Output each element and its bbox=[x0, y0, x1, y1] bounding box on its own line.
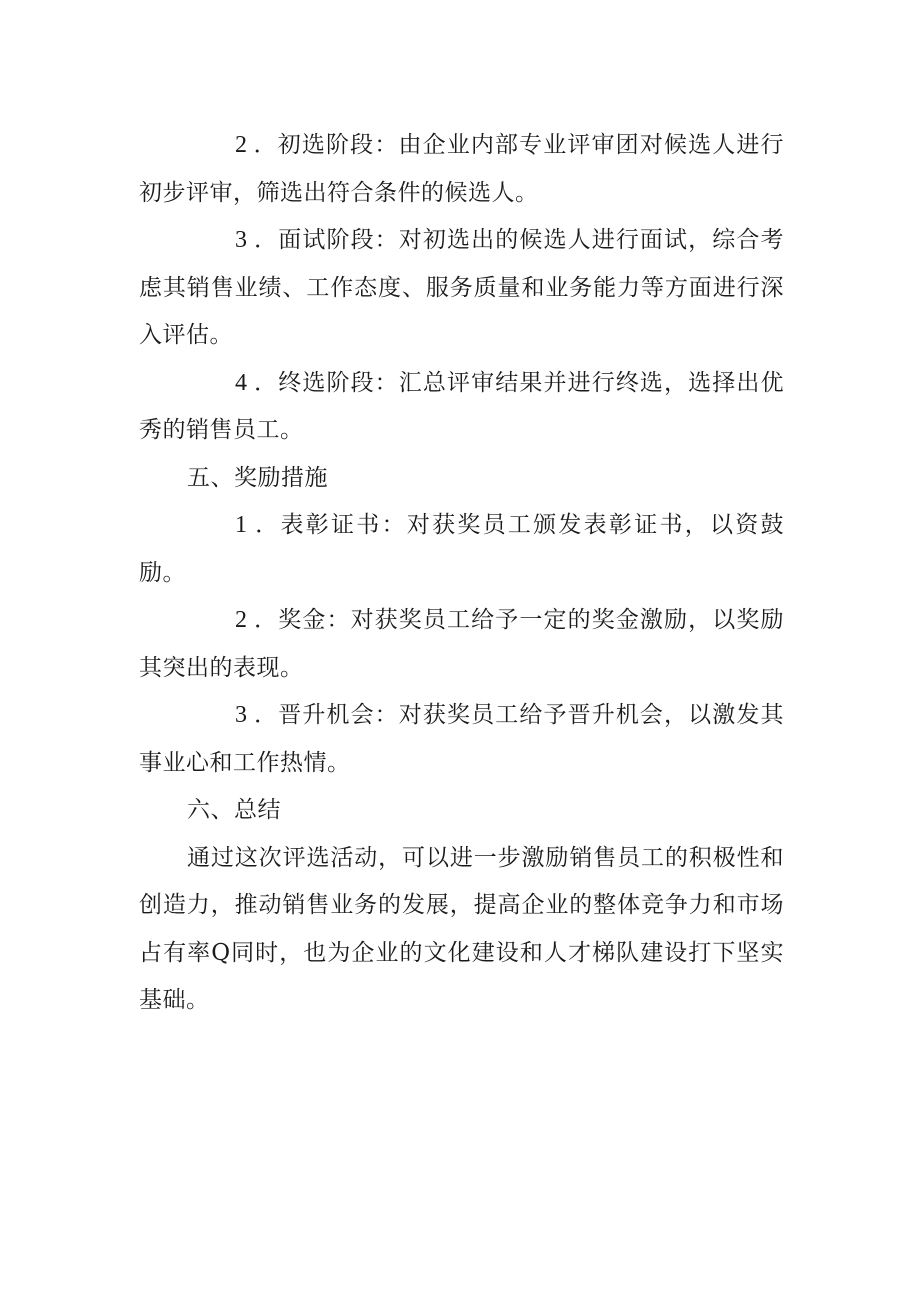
paragraph-text: ．终选阶段：汇总评审结果并进行终选，选择出优秀的销售员工。 bbox=[139, 369, 784, 443]
item-number: 2 bbox=[235, 607, 248, 633]
paragraph-reward-2 bbox=[139, 597, 784, 692]
paragraph-text: ．表彰证书：对获奖员工颁发表彰证书，以资鼓励。 bbox=[139, 512, 784, 586]
paragraph-stage-2 bbox=[139, 122, 784, 217]
item-number: 3 bbox=[235, 702, 248, 728]
document-page bbox=[139, 122, 784, 1025]
item-number: 3 bbox=[235, 227, 248, 253]
paragraph-reward-1 bbox=[139, 502, 784, 597]
paragraph-text: ．奖金：对获奖员工给予一定的奖金激励，以奖励其突出的表现。 bbox=[139, 607, 784, 681]
item-number: 4 bbox=[235, 369, 248, 396]
paragraph-text: ．面试阶段：对初选出的候选人进行面试，综合考虑其销售业绩、工作态度、服务质量和业务能力等方面进行深入评估。 bbox=[139, 227, 784, 348]
paragraph-stage-4 bbox=[139, 360, 784, 455]
paragraph-stage-3 bbox=[139, 217, 784, 360]
item-number: 2 bbox=[235, 132, 248, 158]
paragraph-text: ．晋升机会：对获奖员工给予晋升机会，以激发其事业心和工作热情。 bbox=[139, 702, 784, 776]
paragraph-text: ．初选阶段：由企业内部专业评审团对候选人进行初步评审，筛选出符合条件的候选人。 bbox=[139, 132, 784, 206]
paragraph-reward-3 bbox=[139, 692, 784, 787]
section-heading-summary: 六、总结 bbox=[187, 797, 281, 823]
section-heading-rewards: 五、奖励措施 bbox=[187, 464, 328, 491]
item-number: 1 bbox=[235, 512, 248, 538]
paragraph-summary: 通过这次评选活动，可以进一步激励销售员工的积极性和创造力，推动销售业务的发展，提高企业的整体竞争力和市场占有率Q同时，也为企业的文化建设和人才梯队建设打下坚实基础。 bbox=[139, 844, 784, 1013]
